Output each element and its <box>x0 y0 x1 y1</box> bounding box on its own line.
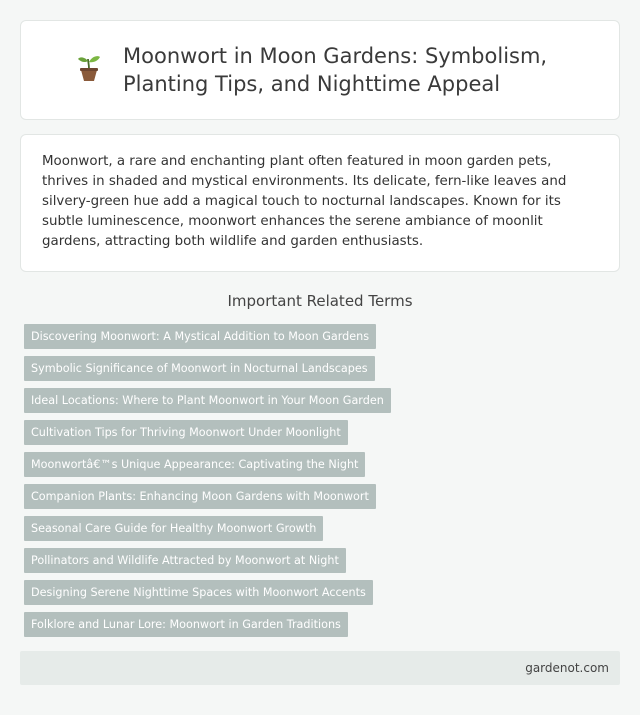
related-terms-list <box>24 324 624 644</box>
footer <box>20 651 620 685</box>
related-term-link[interactable]: Ideal Locations: Where to Plant Moonwort in Your Moon Garden <box>24 388 391 413</box>
sprout-icon <box>77 53 101 83</box>
related-term-link[interactable]: Companion Plants: Enhancing Moon Gardens with Moonwort <box>24 484 376 509</box>
related-term-link[interactable]: Moonwortâ€™s Unique Appearance: Captivating the Night <box>24 452 365 477</box>
related-term-link[interactable]: Cultivation Tips for Thriving Moonwort Under Moonlight <box>24 420 348 445</box>
intro-card <box>20 134 620 272</box>
related-term-link[interactable]: Pollinators and Wildlife Attracted by Moonwort at Night <box>24 548 346 573</box>
related-term-link[interactable]: Discovering Moonwort: A Mystical Addition to Moon Gardens <box>24 324 376 349</box>
related-term-link[interactable]: Folklore and Lunar Lore: Moonwort in Garden Traditions <box>24 612 348 637</box>
related-term-link[interactable]: Symbolic Significance of Moonwort in Nocturnal Landscapes <box>24 356 375 381</box>
header-card <box>20 20 620 120</box>
intro-paragraph: Moonwort, a rare and enchanting plant often featured in moon garden pets, thrives in shaded and mystical environments. Its delicate, fern-like leaves and silvery-green hue add a magical touch to nocturnal landscapes. Known for its subtle luminescence, moonwort enhances the serene ambiance of moonlit gardens, attracting both wildlife and garden enthusiasts. <box>42 154 567 249</box>
related-terms-heading: Important Related Terms <box>227 292 413 310</box>
page-title: Moonwort in Moon Gardens: Symbolism, Planting Tips, and Nighttime Appeal <box>123 44 548 96</box>
related-term-link[interactable]: Designing Serene Nighttime Spaces with Moonwort Accents <box>24 580 373 605</box>
footer-site-name[interactable]: gardenot.com <box>525 661 609 675</box>
related-term-link[interactable]: Seasonal Care Guide for Healthy Moonwort Growth <box>24 516 323 541</box>
